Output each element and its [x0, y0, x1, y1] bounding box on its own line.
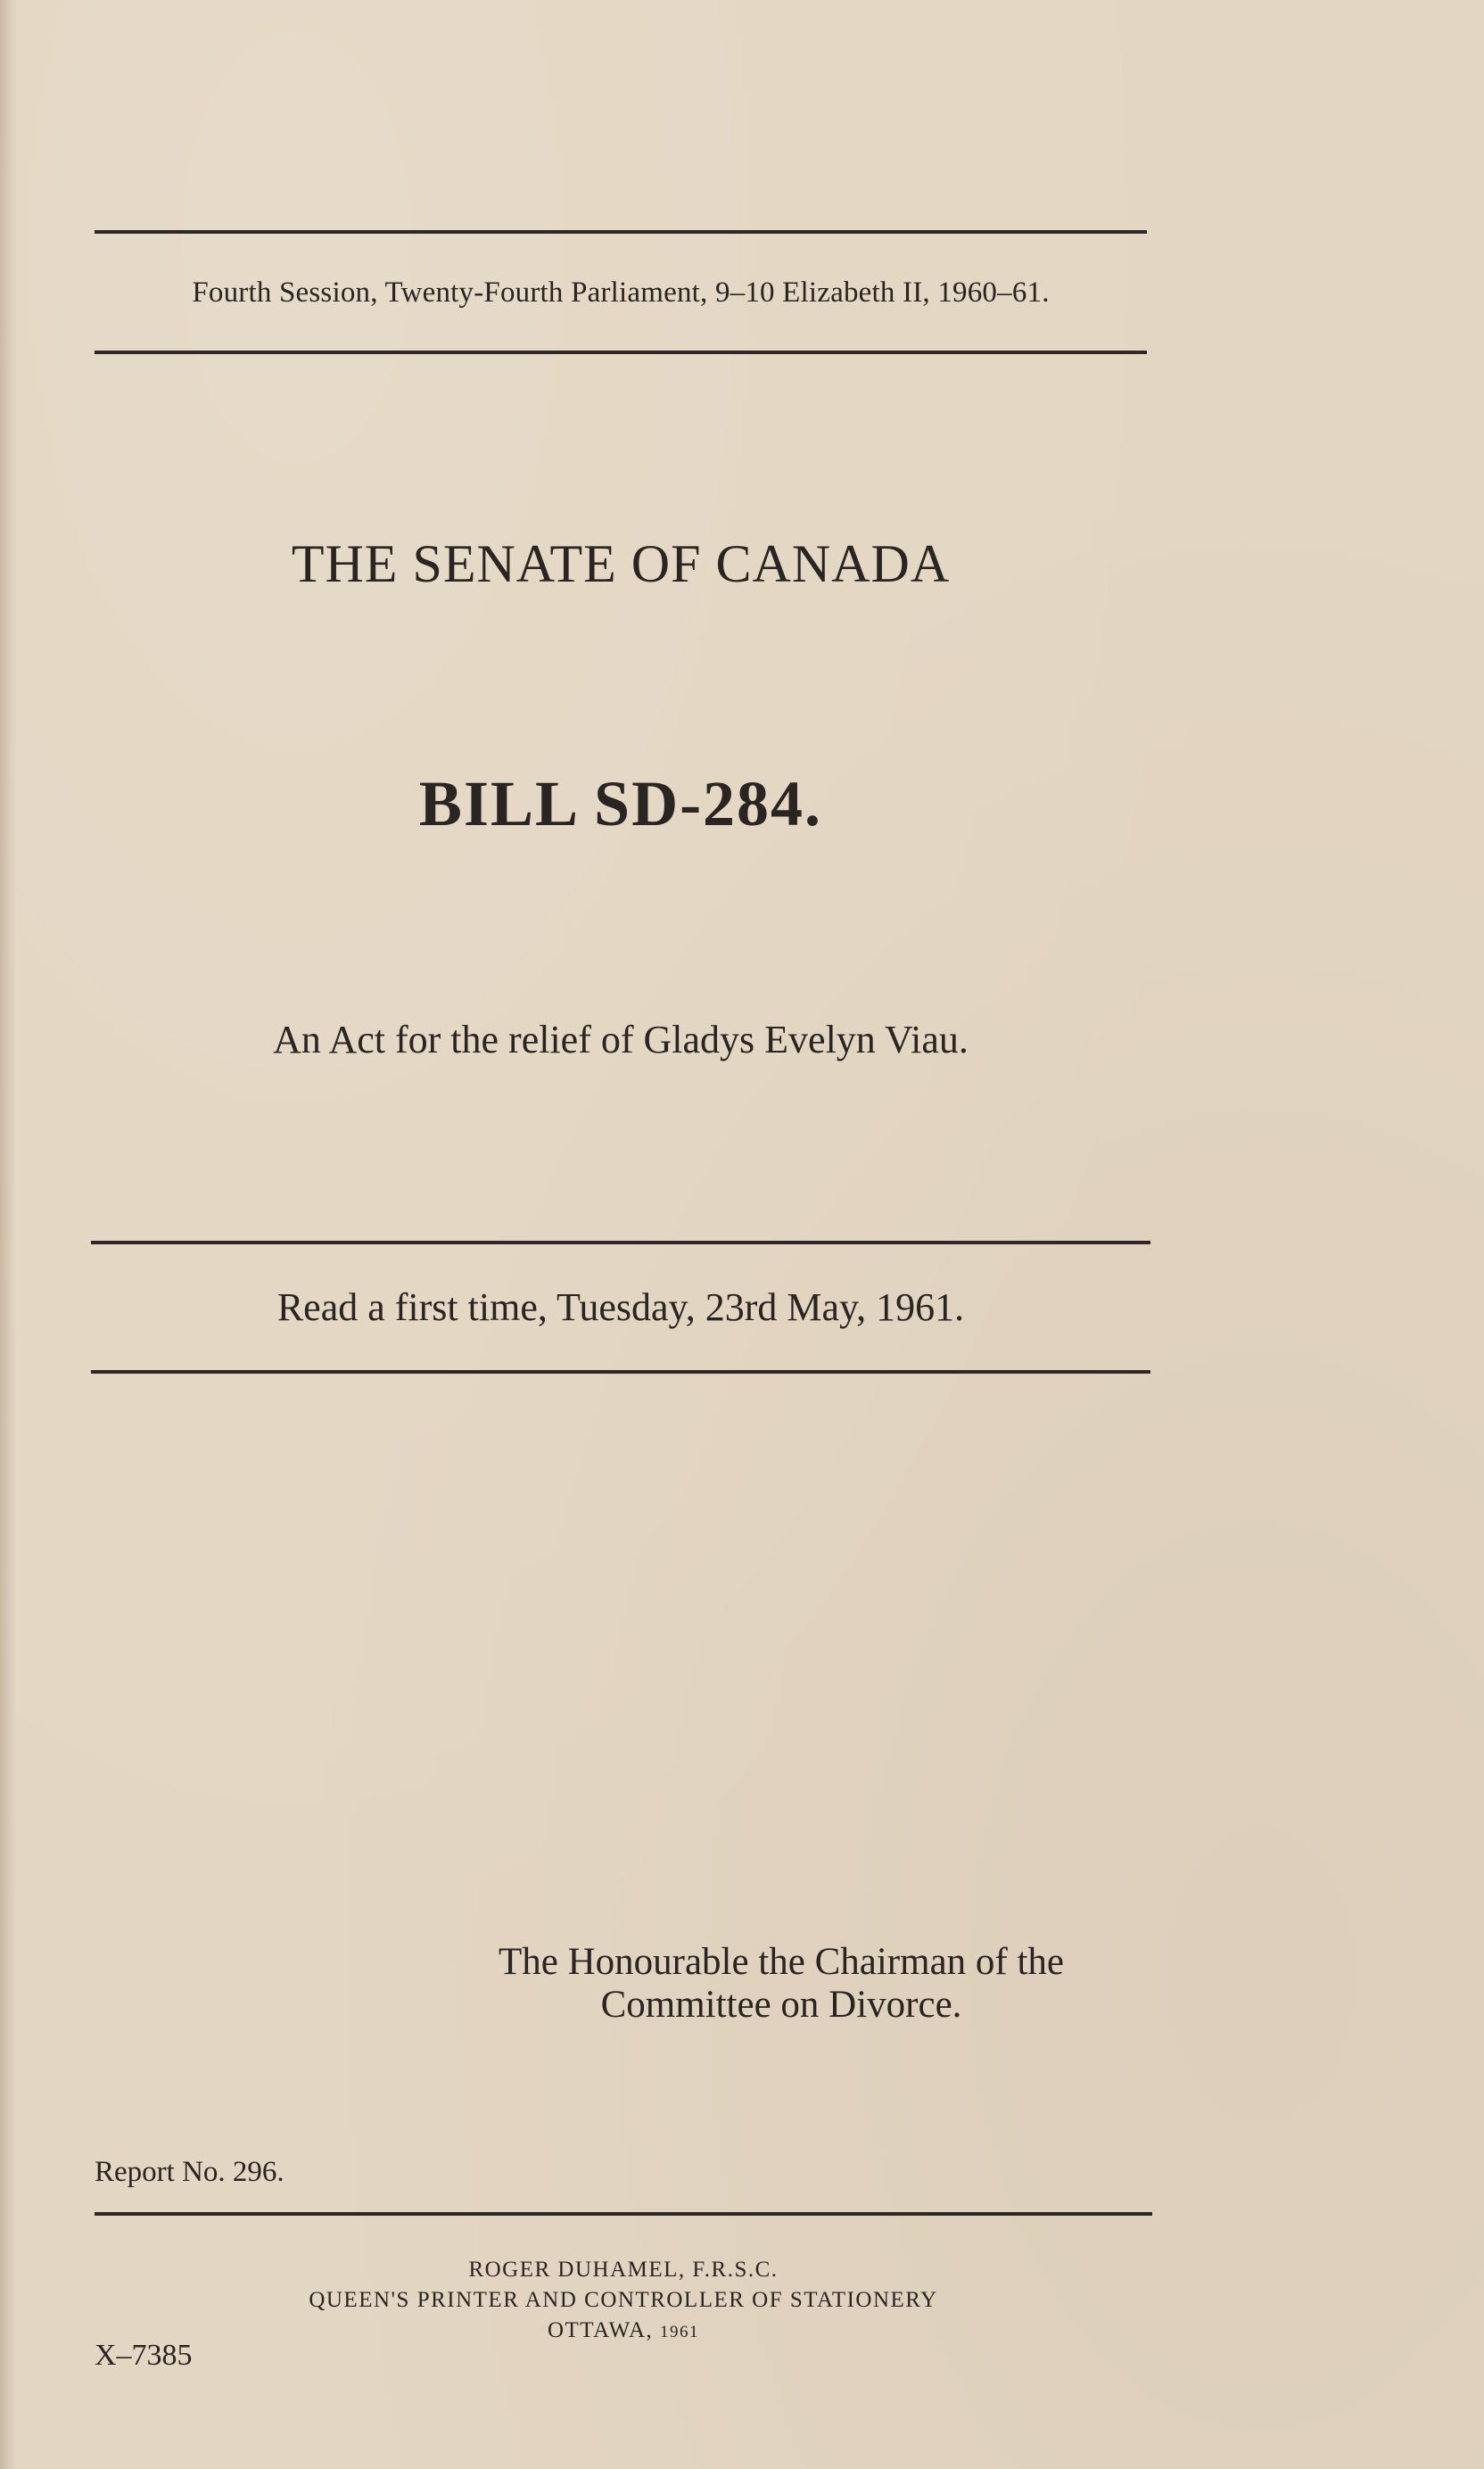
report-number: Report No. 296.	[95, 2156, 284, 2188]
printer-year: 1961	[660, 2323, 700, 2341]
sponsor-line-2: Committee on Divorce.	[600, 1984, 962, 2026]
reading-bottom-rule	[91, 1370, 1150, 1374]
header-bottom-rule	[95, 351, 1147, 354]
printer-name: ROGER DUHAMEL, F.R.S.C.	[468, 2258, 779, 2282]
printer-city: OTTAWA,	[547, 2318, 661, 2342]
bill-number: BILL SD-284.	[418, 768, 823, 839]
document-code: X–7385	[95, 2339, 193, 2372]
page-left-edge-shadow	[0, 0, 16, 2469]
printer-title: QUEEN'S PRINTER AND CONTROLLER OF STATIONERY	[309, 2288, 938, 2312]
footer-rule	[95, 2212, 1152, 2216]
first-reading-line: Read a first time, Tuesday, 23rd May, 1961.	[276, 1285, 965, 1329]
act-title: An Act for the relief of Gladys Evelyn Viau.	[273, 1018, 969, 1061]
reading-top-rule	[91, 1241, 1150, 1244]
sponsor-block	[442, 1941, 1120, 2027]
session-line: Fourth Session, Twenty-Fourth Parliament, 9–10 Elizabeth II, 1960–61.	[192, 277, 1050, 309]
senate-heading: THE SENATE OF CANADA	[291, 534, 951, 593]
printer-place	[95, 2316, 1152, 2348]
header-top-rule	[95, 230, 1147, 234]
printer-imprint	[95, 2255, 1152, 2348]
sponsor-line-1: The Honourable the Chairman of the	[498, 1941, 1065, 1983]
